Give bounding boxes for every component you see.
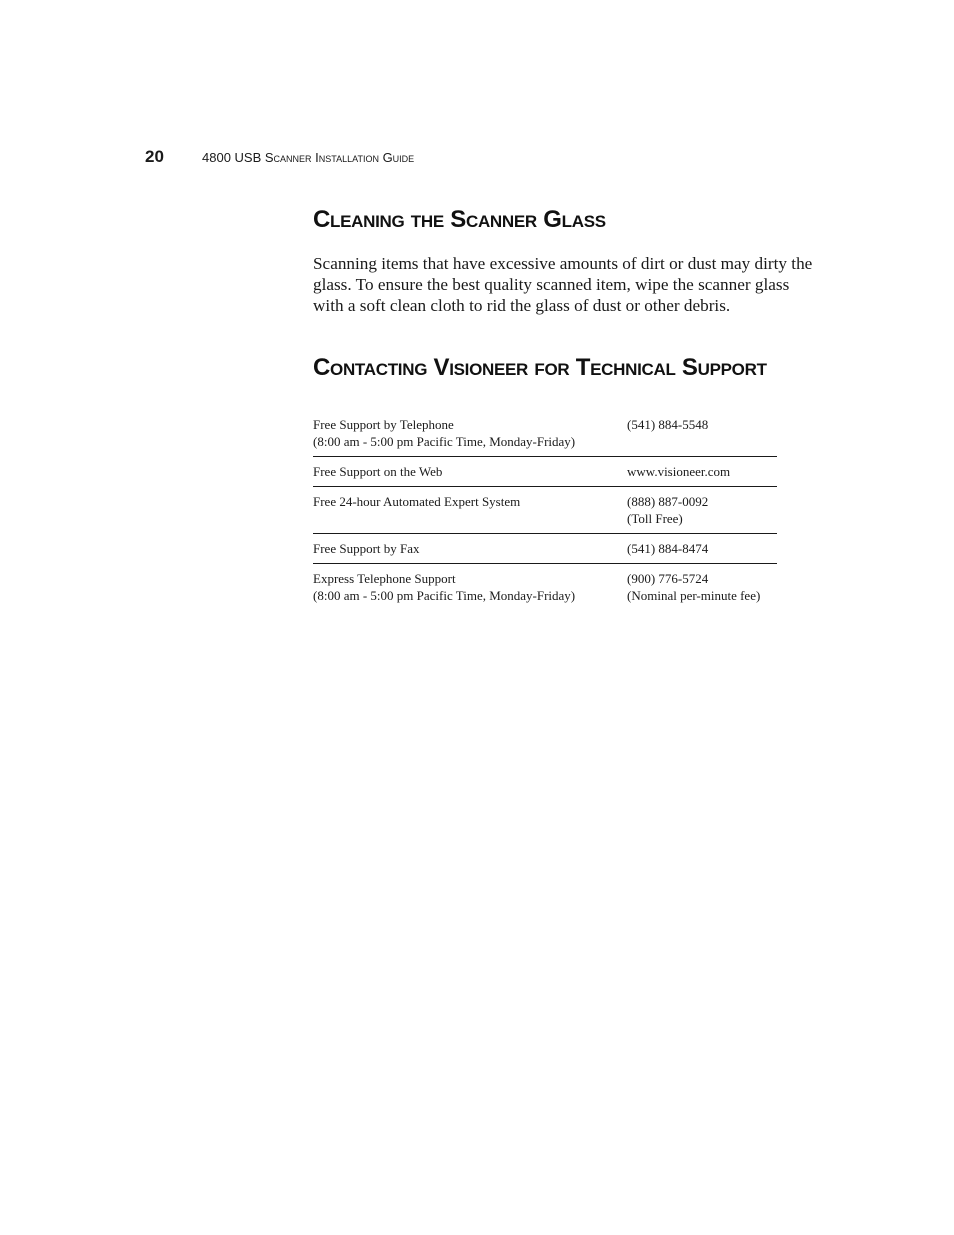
support-section <box>313 354 813 610</box>
cleaning-section <box>313 206 813 316</box>
support-label-cell <box>313 534 627 564</box>
table-row <box>313 457 777 487</box>
support-value: (541) 884-5548 <box>627 417 709 432</box>
cleaning-heading: Cleaning the Scanner Glass <box>313 206 606 233</box>
running-title: 4800 USB Scanner Installation Guide <box>202 150 415 165</box>
support-label-cell <box>313 564 627 611</box>
support-value: (900) 776-5724 <box>627 571 709 586</box>
table-row <box>313 413 777 457</box>
support-web-link[interactable]: www.visioneer.com <box>627 464 731 479</box>
table-row <box>313 564 777 611</box>
support-value-cell <box>627 564 777 611</box>
cleaning-paragraph: Scanning items that have excessive amounts of dirt or dust may dirty the glass. To ensure the best quality scanned item, wipe the scanner glass with a soft clean cloth to rid the glass of dust or other debris. <box>313 254 813 315</box>
support-value-cell <box>627 413 777 457</box>
support-label-cell <box>313 457 627 487</box>
support-value-note: (Toll Free) <box>627 511 683 526</box>
page-header <box>145 147 414 167</box>
support-value-note: (Nominal per-minute fee) <box>627 588 761 603</box>
support-label: Express Telephone Support <box>313 571 456 586</box>
support-label-note: (8:00 am - 5:00 pm Pacific Time, Monday-Friday) <box>313 588 576 603</box>
support-label: Free 24-hour Automated Expert System <box>313 494 521 509</box>
support-label: Free Support on the Web <box>313 464 443 479</box>
support-heading: Contacting Visioneer for Technical Support <box>313 354 767 381</box>
page-number: 20 <box>145 147 164 166</box>
support-value: (541) 884-8474 <box>627 541 709 556</box>
table-row <box>313 487 777 534</box>
support-value-cell <box>627 457 777 487</box>
support-label: Free Support by Fax <box>313 541 420 556</box>
support-table <box>313 413 777 610</box>
support-label-note: (8:00 am - 5:00 pm Pacific Time, Monday-Friday) <box>313 434 576 449</box>
table-row <box>313 534 777 564</box>
support-value: (888) 887-0092 <box>627 494 709 509</box>
support-label-cell <box>313 487 627 534</box>
support-label-cell <box>313 413 627 457</box>
support-value-cell <box>627 534 777 564</box>
support-value-cell <box>627 487 777 534</box>
support-label: Free Support by Telephone <box>313 417 454 432</box>
